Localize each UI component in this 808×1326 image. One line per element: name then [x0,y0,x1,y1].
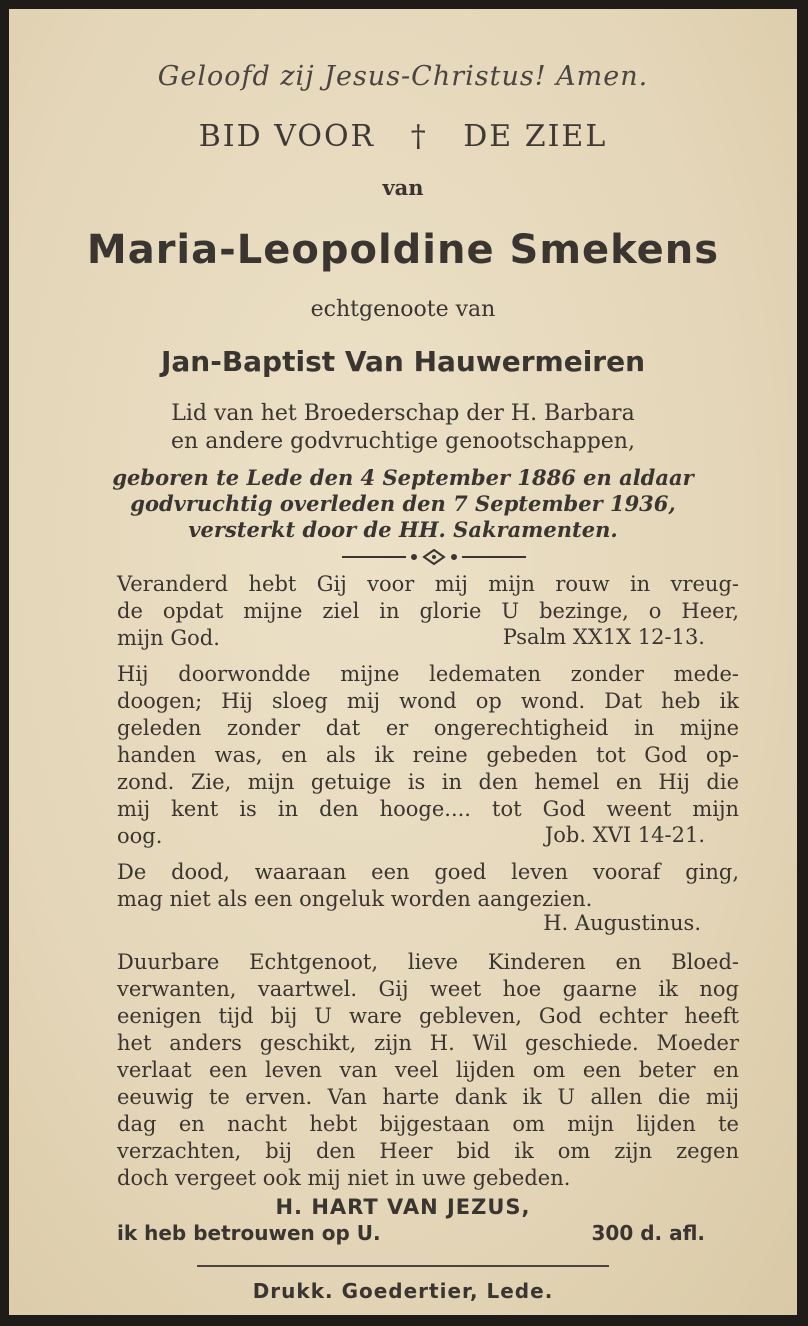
life-dates-line-1: geboren te Lede den 4 September 1886 en aldaar [112,465,694,490]
cross-icon: † [410,119,428,154]
farewell-line: verlaat een leven van veel lijden om een beter en [117,1058,739,1082]
quote-line: handen was, en als ik reine gebeden tot God op- [117,743,739,767]
indulgence-prayer: ik heb betrouwen op U. [117,1221,381,1245]
membership-line-2: en andere godvruchtige genootschappen, [171,429,635,454]
farewell-line: eenigen tijd bij U ware gebleven, God echter heeft [117,1004,739,1028]
quote-line: de opdat mijne ziel in glorie U bezinge, o Heer, [117,599,739,623]
quote-line: geleden zonder dat er ongerechtigheid in mijne [117,716,739,740]
farewell-line: verwanten, vaartwel. Gij weet hoe gaarne ik nog [117,977,739,1001]
praise-line: Geloofd zij Jesus-Christus! Amen. [157,61,649,92]
quote-line: mij kent is in den hooge.... tot God weent mijn [117,797,739,821]
spouse-name: Jan-Baptist Van Hauwermeiren [160,345,646,378]
prayer-heading-right: DE ZIEL [463,119,608,154]
farewell-line: Duurbare Echtgenoot, lieve Kinderen en Bloed- [117,950,739,974]
augustine-citation: H. Augustinus. [543,911,701,935]
farewell-text [117,949,739,1192]
quote-line: De dood, waaraan een goed leven vooraf ging, [117,860,739,884]
farewell-line: doch vergeet ook mij niet in uwe gebeden. [117,1166,571,1190]
quote-line: Veranderd hebt Gij voor mij mijn rouw in vreug- [117,572,739,596]
life-dates-line-3: versterkt door de HH. Sakramenten. [188,517,618,542]
psalm-citation: Psalm XX1X 12-13. [502,625,705,649]
farewell-line: eeuwig te erven. Van harte dank ik U allen die mij [117,1085,739,1109]
farewell-line: verzachten, bij den Heer bid ik om zijn zegen [117,1139,739,1163]
ornament-divider-icon [342,547,526,567]
job-citation: Job. XVI 14-21. [544,823,705,847]
quote-line: oog. [117,824,163,848]
printer-imprint: Drukk. Goedertier, Lede. [252,1279,554,1303]
van-word: van [382,175,424,200]
farewell-line: dag en nacht hebt bijgestaan om mijn lijden te [117,1112,739,1136]
membership-line-1: Lid van het Broederschap der H. Barbara [171,401,635,426]
quote-line: mijn God. [117,626,220,650]
quote-line: Hij doorwondde mijne ledematen zonder mede- [117,662,739,686]
quote-line: zond. Zie, mijn getuige is in den hemel en Hij die [117,770,739,794]
quote-line: mag niet als een ongeluk worden aangezien. [117,887,593,911]
prayer-heading-left: BID VOOR [198,119,376,154]
quote-line: doogen; Hij sloeg mij wond op wond. Dat heb ik [117,689,739,713]
indulgence-days: 300 d. afl. [591,1221,705,1245]
indulgence-title: H. HART VAN JEZUS, [275,1195,531,1219]
footer-rule [197,1265,609,1267]
memorial-card [9,9,797,1315]
prayer-heading [9,119,797,154]
job-quote [117,661,739,850]
deceased-name: Maria-Leopoldine Smekens [86,227,720,273]
spouse-intro: echtgenoote van [310,297,496,322]
augustine-quote [117,859,739,913]
farewell-line: het anders geschikt, zijn H. Wil geschiede. Moeder [117,1031,739,1055]
life-dates-line-2: godvruchtig overleden den 7 September 1936, [130,491,676,516]
